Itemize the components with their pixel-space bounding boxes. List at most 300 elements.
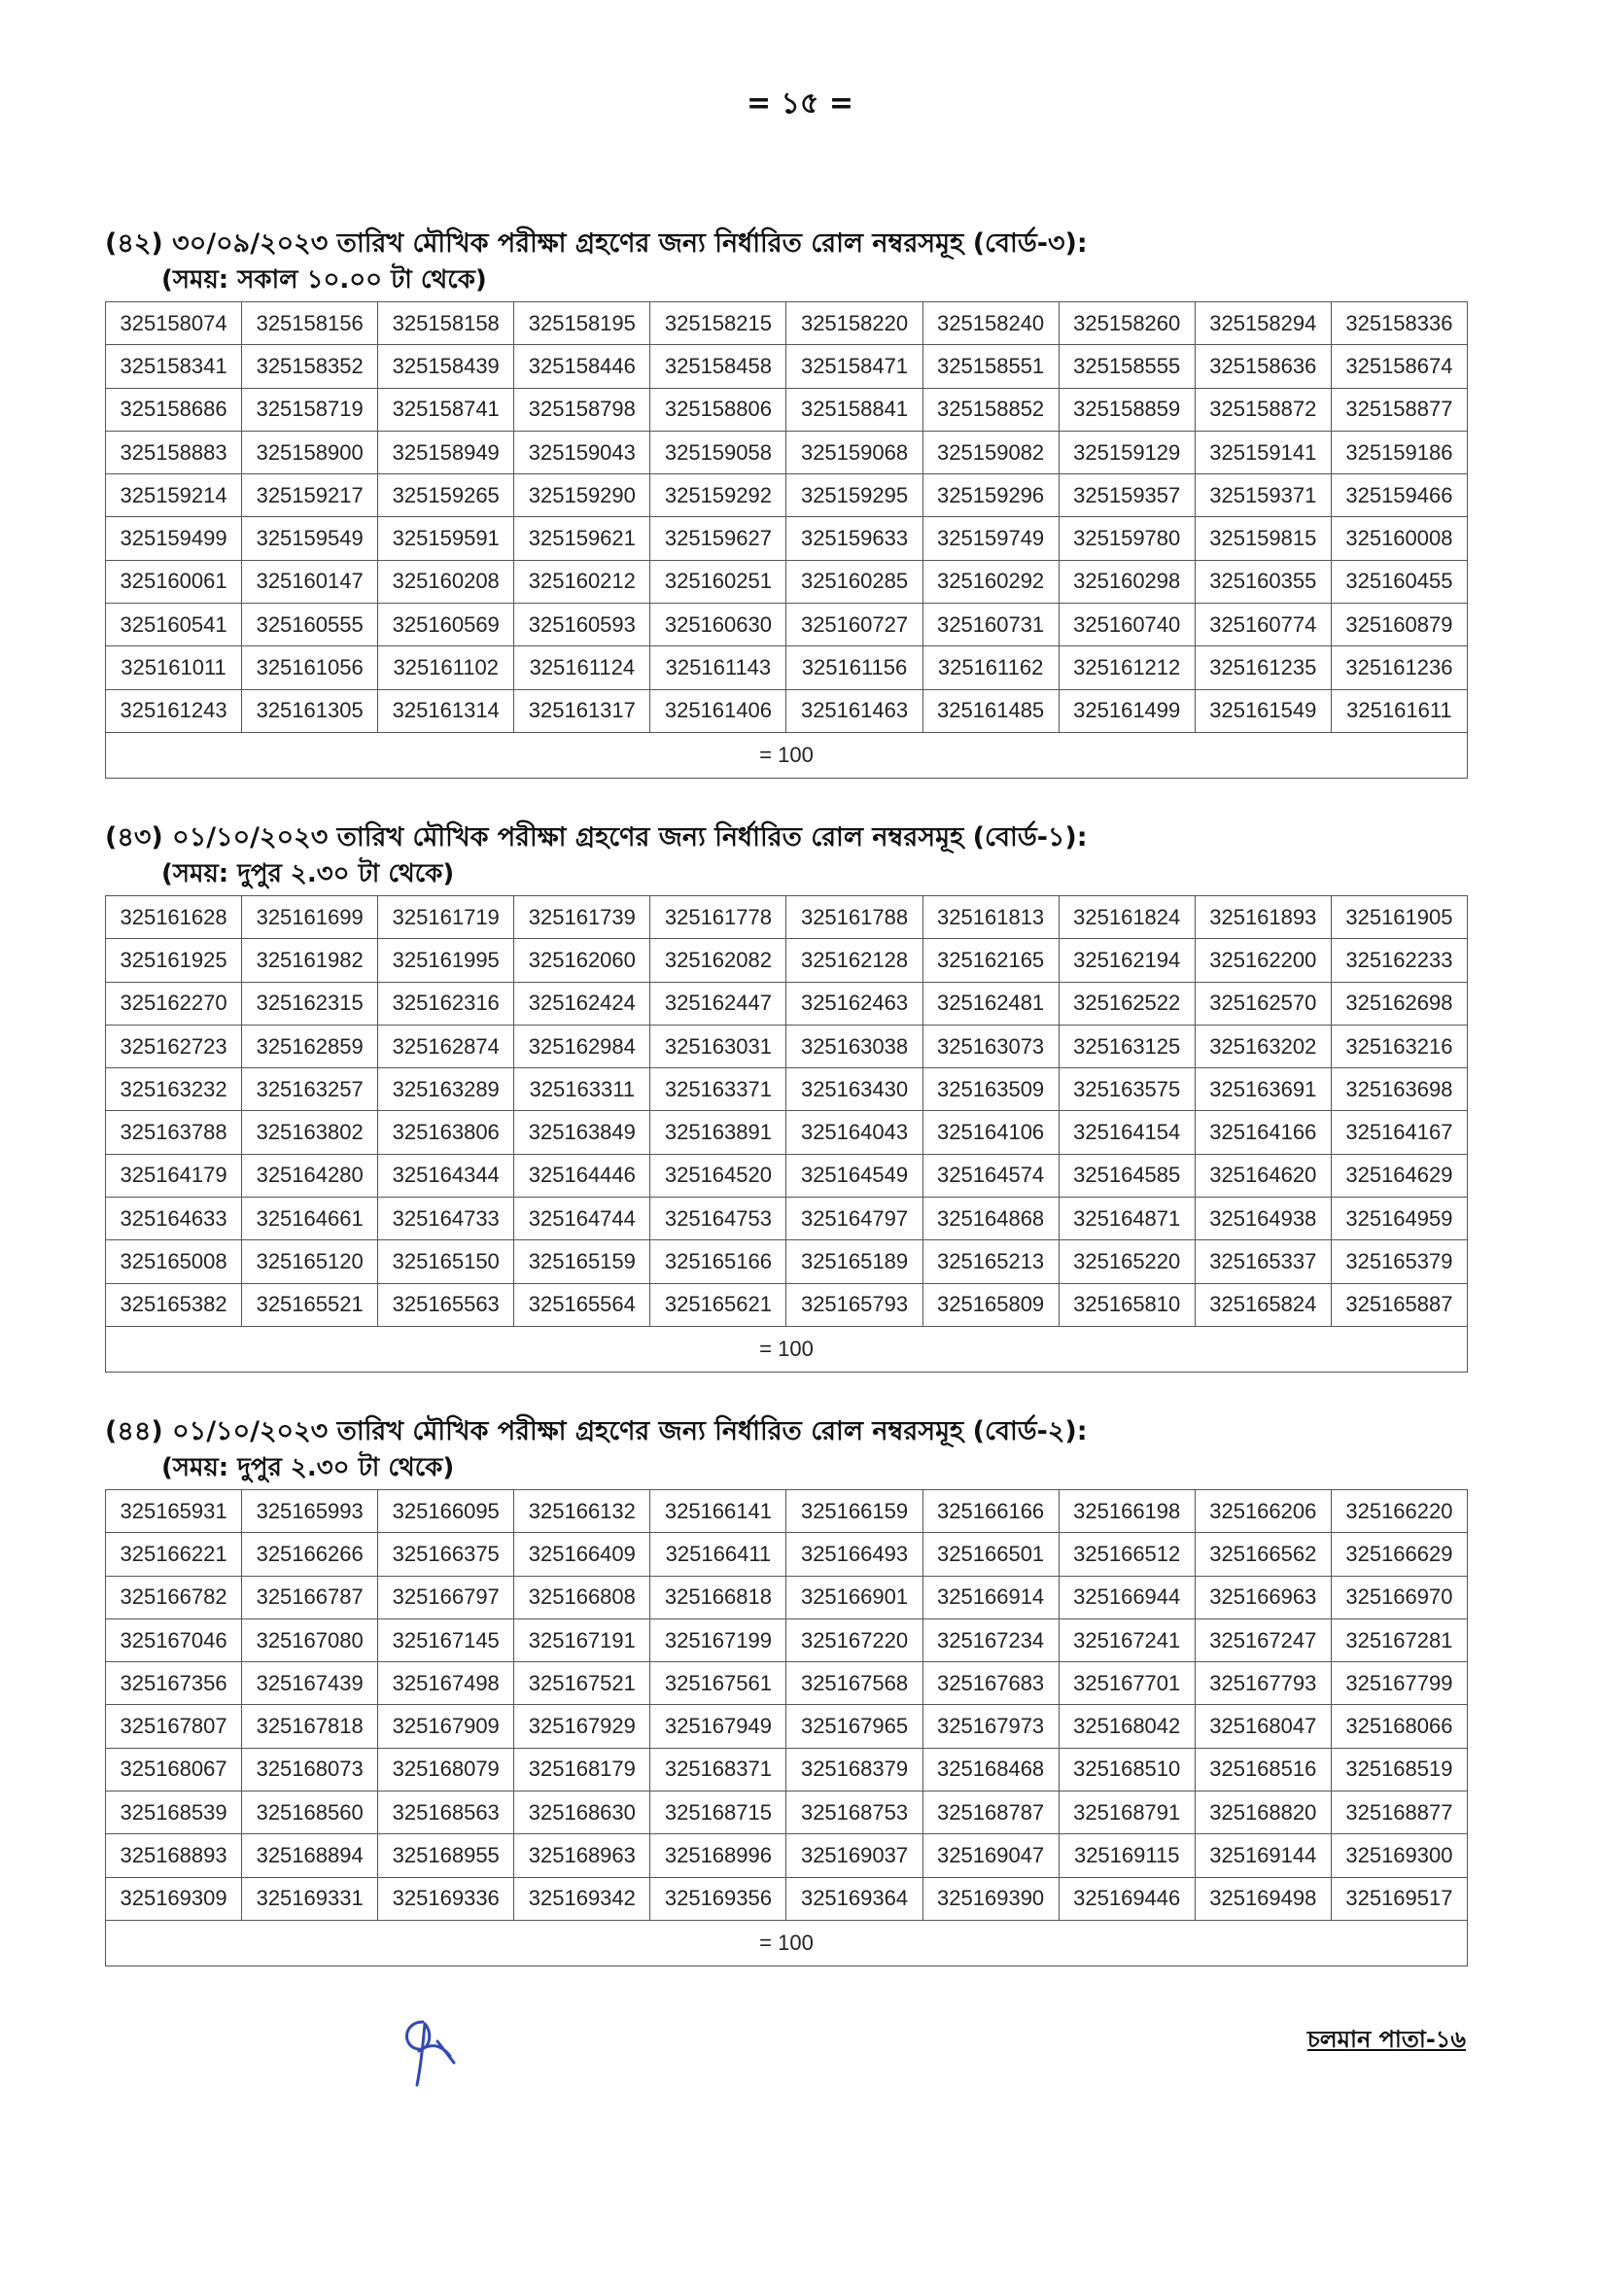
roll-number-cell: 325162165 <box>922 939 1059 982</box>
table-row <box>106 1705 1468 1748</box>
roll-number-cell: 325161995 <box>378 939 514 982</box>
roll-number-cell: 325168996 <box>650 1834 786 1877</box>
roll-number-cell: 325158719 <box>242 388 378 431</box>
roll-number-cell: 325165220 <box>1059 1240 1195 1283</box>
roll-number-cell: 325164179 <box>106 1154 242 1197</box>
section-44 <box>105 1413 1468 1966</box>
table-row <box>106 302 1468 345</box>
roll-number-cell: 325166095 <box>378 1490 514 1533</box>
roll-number-cell: 325162481 <box>922 982 1059 1025</box>
table-row <box>106 474 1468 517</box>
roll-number-cell: 325164938 <box>1195 1198 1331 1240</box>
roll-number-cell: 325166141 <box>650 1490 786 1533</box>
section-42 <box>105 226 1468 779</box>
roll-number-cell: 325160593 <box>514 604 650 646</box>
roll-number-cell: 325159058 <box>650 431 786 473</box>
roll-number-cell: 325159043 <box>514 431 650 473</box>
roll-number-cell: 325161739 <box>514 896 650 939</box>
roll-number-cell: 325167965 <box>786 1705 922 1748</box>
roll-number-cell: 325162723 <box>106 1025 242 1067</box>
roll-number-cell: 325169047 <box>922 1834 1059 1877</box>
roll-number-cell: 325164868 <box>922 1198 1059 1240</box>
roll-number-cell: 325168539 <box>106 1792 242 1834</box>
roll-number-cell: 325168379 <box>786 1748 922 1791</box>
section-43 <box>105 819 1468 1373</box>
roll-number-cell: 325166787 <box>242 1576 378 1618</box>
roll-number-cell: 325158872 <box>1195 388 1331 431</box>
roll-number-cell: 325168715 <box>650 1792 786 1834</box>
roll-number-cell: 325161143 <box>650 646 786 689</box>
roll-number-cell: 325158220 <box>786 302 922 345</box>
table-row <box>106 1283 1468 1326</box>
roll-number-cell: 325162233 <box>1331 939 1467 982</box>
roll-number-cell: 325161485 <box>922 689 1059 732</box>
roll-number-cell: 325161102 <box>378 646 514 689</box>
roll-number-cell: 325161056 <box>242 646 378 689</box>
roll-number-cell: 325167521 <box>514 1662 650 1705</box>
roll-number-cell: 325165150 <box>378 1240 514 1283</box>
roll-number-cell: 325165993 <box>242 1490 378 1533</box>
table-row <box>106 646 1468 689</box>
roll-number-cell: 325166221 <box>106 1533 242 1576</box>
roll-number-cell: 325158352 <box>242 345 378 388</box>
table-row <box>106 1198 1468 1240</box>
roll-number-cell: 325158471 <box>786 345 922 388</box>
running-page-label: চলমান পাতা-১৬ <box>1306 2026 1466 2053</box>
roll-number-cell: 325161719 <box>378 896 514 939</box>
roll-number-cell: 325160569 <box>378 604 514 646</box>
roll-number-cell: 325166818 <box>650 1576 786 1618</box>
roll-number-cell: 325166198 <box>1059 1490 1195 1533</box>
roll-number-cell: 325159217 <box>242 474 378 517</box>
roll-number-cell: 325164744 <box>514 1198 650 1240</box>
roll-number-cell: 325169144 <box>1195 1834 1331 1877</box>
roll-number-cell: 325168516 <box>1195 1748 1331 1791</box>
roll-number-cell: 325158156 <box>242 302 378 345</box>
roll-number-cell: 325165189 <box>786 1240 922 1283</box>
roll-number-cell: 325162570 <box>1195 982 1331 1025</box>
roll-number-cell: 325165810 <box>1059 1283 1195 1326</box>
roll-number-cell: 325167281 <box>1331 1618 1467 1661</box>
roll-number-cell: 325162060 <box>514 939 650 982</box>
roll-number-cell: 325161611 <box>1331 689 1467 732</box>
roll-number-cell: 325165824 <box>1195 1283 1331 1326</box>
roll-number-cell: 325168067 <box>106 1748 242 1791</box>
roll-number-cell: 325160251 <box>650 560 786 603</box>
roll-number-cell: 325163073 <box>922 1025 1059 1067</box>
roll-number-cell: 325159499 <box>106 517 242 560</box>
table-row <box>106 604 1468 646</box>
roll-number-cell: 325166159 <box>786 1490 922 1533</box>
roll-number-cell: 325163202 <box>1195 1025 1331 1067</box>
roll-number-cell: 325163311 <box>514 1068 650 1111</box>
roll-number-cell: 325162316 <box>378 982 514 1025</box>
roll-number-cell: 325161813 <box>922 896 1059 939</box>
roll-number-cell: 325168042 <box>1059 1705 1195 1748</box>
roll-number-cell: 325159627 <box>650 517 786 560</box>
roll-number-cell: 325166970 <box>1331 1576 1467 1618</box>
roll-number-cell: 325160727 <box>786 604 922 646</box>
roll-number-cell: 325158336 <box>1331 302 1467 345</box>
roll-number-cell: 325162698 <box>1331 982 1467 1025</box>
roll-number-cell: 325160630 <box>650 604 786 646</box>
roll-number-cell: 325165382 <box>106 1283 242 1326</box>
roll-number-cell: 325167498 <box>378 1662 514 1705</box>
roll-number-cell: 325163891 <box>650 1111 786 1154</box>
roll-number-cell: 325164620 <box>1195 1154 1331 1197</box>
roll-number-cell: 325161314 <box>378 689 514 732</box>
roll-number-cell: 325165564 <box>514 1283 650 1326</box>
table-row <box>106 1576 1468 1618</box>
total-row <box>106 1326 1468 1372</box>
roll-number-cell: 325164344 <box>378 1154 514 1197</box>
roll-number-cell: 325169300 <box>1331 1834 1467 1877</box>
table-row <box>106 1068 1468 1111</box>
table-row <box>106 1154 1468 1197</box>
table-row <box>106 1111 1468 1154</box>
roll-number-cell: 325167807 <box>106 1705 242 1748</box>
table-row <box>106 1792 1468 1834</box>
roll-number-cell: 325168179 <box>514 1748 650 1791</box>
table-row <box>106 1834 1468 1877</box>
roll-number-cell: 325165120 <box>242 1240 378 1283</box>
roll-number-cell: 325159749 <box>922 517 1059 560</box>
roll-number-cell: 325169356 <box>650 1877 786 1920</box>
roll-number-cell: 325165809 <box>922 1283 1059 1326</box>
roll-number-cell: 325163371 <box>650 1068 786 1111</box>
total-count: = 100 <box>106 1326 1468 1372</box>
roll-number-cell: 325163289 <box>378 1068 514 1111</box>
roll-number-cell: 325160285 <box>786 560 922 603</box>
roll-number-cell: 325166944 <box>1059 1576 1195 1618</box>
roll-number-cell: 325168893 <box>106 1834 242 1877</box>
table-row <box>106 560 1468 603</box>
roll-number-cell: 325169498 <box>1195 1877 1331 1920</box>
roll-number-cell: 325158446 <box>514 345 650 388</box>
roll-number-cell: 325158949 <box>378 431 514 473</box>
roll-number-cell: 325158458 <box>650 345 786 388</box>
roll-number-cell: 325161925 <box>106 939 242 982</box>
roll-number-cell: 325161824 <box>1059 896 1195 939</box>
roll-number-cell: 325164753 <box>650 1198 786 1240</box>
roll-number-cell: 325159186 <box>1331 431 1467 473</box>
table-row <box>106 388 1468 431</box>
roll-number-cell: 325161788 <box>786 896 922 939</box>
roll-number-cell: 325160555 <box>242 604 378 646</box>
roll-number-cell: 325167561 <box>650 1662 786 1705</box>
roll-number-cell: 325165563 <box>378 1283 514 1326</box>
roll-number-cell: 325159621 <box>514 517 650 560</box>
roll-number-cell: 325158798 <box>514 388 650 431</box>
roll-number-cell: 325164585 <box>1059 1154 1195 1197</box>
roll-number-cell: 325162984 <box>514 1025 650 1067</box>
roll-number-cell: 325158806 <box>650 388 786 431</box>
roll-number-cell: 325161236 <box>1331 646 1467 689</box>
page-number: = ১৫ = <box>746 87 854 121</box>
roll-number-cell: 325162424 <box>514 982 650 1025</box>
roll-number-cell: 325164154 <box>1059 1111 1195 1154</box>
roll-number-cell: 325161628 <box>106 896 242 939</box>
section-time: (সময়: দুপুর ২.৩০ টা থেকে) <box>161 1453 455 1482</box>
roll-number-cell: 325158859 <box>1059 388 1195 431</box>
roll-number-cell: 325167909 <box>378 1705 514 1748</box>
roll-number-cell: 325161406 <box>650 689 786 732</box>
section-heading: (৪৪) ০১/১০/২০২৩ তারিখ মৌখিক পরীক্ষা গ্রহণের জন্য নির্ধারিত রোল নম্বরসমূহ (বোর্ড-২): <box>105 1416 1088 1446</box>
total-count: = 100 <box>106 1920 1468 1966</box>
roll-number-cell: 325162200 <box>1195 939 1331 982</box>
roll-number-cell: 325159371 <box>1195 474 1331 517</box>
roll-number-cell: 325166808 <box>514 1576 650 1618</box>
roll-number-cell: 325169446 <box>1059 1877 1195 1920</box>
roll-number-cell: 325161549 <box>1195 689 1331 732</box>
roll-number-cell: 325166629 <box>1331 1533 1467 1576</box>
roll-number-cell: 325161156 <box>786 646 922 689</box>
roll-number-cell: 325167199 <box>650 1618 786 1661</box>
roll-number-cell: 325162463 <box>786 982 922 1025</box>
roll-number-cell: 325167241 <box>1059 1618 1195 1661</box>
roll-number-cell: 325158341 <box>106 345 242 388</box>
roll-number-cell: 325164629 <box>1331 1154 1467 1197</box>
roll-number-cell: 325165793 <box>786 1283 922 1326</box>
roll-number-cell: 325167799 <box>1331 1662 1467 1705</box>
table-row <box>106 1240 1468 1283</box>
roll-number-cell: 325166132 <box>514 1490 650 1533</box>
roll-number-cell: 325160455 <box>1331 560 1467 603</box>
roll-number-cell: 325166375 <box>378 1533 514 1576</box>
roll-number-cell: 325166206 <box>1195 1490 1331 1533</box>
roll-number-cell: 325166963 <box>1195 1576 1331 1618</box>
roll-number-cell: 325161305 <box>242 689 378 732</box>
roll-number-cell: 325161243 <box>106 689 242 732</box>
roll-number-cell: 325158900 <box>242 431 378 473</box>
roll-number-cell: 325158883 <box>106 431 242 473</box>
table-row <box>106 1662 1468 1705</box>
roll-number-cell: 325159068 <box>786 431 922 473</box>
roll-number-cell: 325167220 <box>786 1618 922 1661</box>
roll-number-cell: 325160008 <box>1331 517 1467 560</box>
roll-number-cell: 325160740 <box>1059 604 1195 646</box>
roll-number-cell: 325166901 <box>786 1576 922 1618</box>
roll-number-cell: 325163509 <box>922 1068 1059 1111</box>
roll-number-cell: 325166562 <box>1195 1533 1331 1576</box>
table-row <box>106 689 1468 732</box>
roll-number-cell: 325169115 <box>1059 1834 1195 1877</box>
signature <box>394 2002 462 2090</box>
roll-number-cell: 325158074 <box>106 302 242 345</box>
roll-number-cell: 325163430 <box>786 1068 922 1111</box>
section-heading: (৪৩) ০১/১০/২০২৩ তারিখ মৌখিক পরীক্ষা গ্রহণের জন্য নির্ধারিত রোল নম্বরসমূহ (বোর্ড-১): <box>105 822 1088 852</box>
roll-number-cell: 325167568 <box>786 1662 922 1705</box>
roll-number-cell: 325159082 <box>922 431 1059 473</box>
roll-number-cell: 325158741 <box>378 388 514 431</box>
roll-number-cell: 325164106 <box>922 1111 1059 1154</box>
section-time: (সময়: দুপুর ২.৩০ টা থেকে) <box>161 859 455 888</box>
roll-number-cell: 325168079 <box>378 1748 514 1791</box>
roll-number-cell: 325166411 <box>650 1533 786 1576</box>
roll-number-cell: 325167234 <box>922 1618 1059 1661</box>
roll-number-cell: 325160147 <box>242 560 378 603</box>
total-row <box>106 1920 1468 1966</box>
roll-number-cell: 325162194 <box>1059 939 1195 982</box>
roll-number-cell: 325166782 <box>106 1576 242 1618</box>
roll-number-cell: 325158294 <box>1195 302 1331 345</box>
roll-number-cell: 325168630 <box>514 1792 650 1834</box>
roll-number-cell: 325168073 <box>242 1748 378 1791</box>
roll-number-cell: 325161235 <box>1195 646 1331 689</box>
roll-number-cell: 325165931 <box>106 1490 242 1533</box>
table-row <box>106 1490 1468 1533</box>
roll-number-cell: 325167793 <box>1195 1662 1331 1705</box>
roll-number-cell: 325158240 <box>922 302 1059 345</box>
roll-number-cell: 325161893 <box>1195 896 1331 939</box>
roll-number-cell: 325161699 <box>242 896 378 939</box>
roll-number-cell: 325166220 <box>1331 1490 1467 1533</box>
roll-number-cell: 325163788 <box>106 1111 242 1154</box>
roll-number-cell: 325163802 <box>242 1111 378 1154</box>
roll-number-cell: 325159591 <box>378 517 514 560</box>
roll-number-cell: 325163575 <box>1059 1068 1195 1111</box>
roll-number-cell: 325168468 <box>922 1748 1059 1791</box>
roll-number-cell: 325168963 <box>514 1834 650 1877</box>
roll-number-cell: 325168047 <box>1195 1705 1331 1748</box>
roll-number-cell: 325159290 <box>514 474 650 517</box>
table-row <box>106 517 1468 560</box>
roll-number-cell: 325168877 <box>1331 1792 1467 1834</box>
roll-number-cell: 325168371 <box>650 1748 786 1791</box>
roll-number-cell: 325158841 <box>786 388 922 431</box>
table-row <box>106 1618 1468 1661</box>
roll-number-cell: 325163691 <box>1195 1068 1331 1111</box>
roll-number-cell: 325163257 <box>242 1068 378 1111</box>
roll-number-cell: 325168894 <box>242 1834 378 1877</box>
table-row <box>106 939 1468 982</box>
roll-number-cell: 325162522 <box>1059 982 1195 1025</box>
roll-number-cell: 325161317 <box>514 689 650 732</box>
table-row <box>106 896 1468 939</box>
roll-number-cell: 325159549 <box>242 517 378 560</box>
roll-number-cell: 325161499 <box>1059 689 1195 732</box>
roll-number-cell: 325169364 <box>786 1877 922 1920</box>
roll-number-cell: 325165159 <box>514 1240 650 1283</box>
roll-number-cell: 325159141 <box>1195 431 1331 473</box>
roll-number-cell: 325165166 <box>650 1240 786 1283</box>
roll-number-cell: 325160774 <box>1195 604 1331 646</box>
roll-number-cell: 325164549 <box>786 1154 922 1197</box>
roll-number-cell: 325162874 <box>378 1025 514 1067</box>
roll-number-cell: 325162270 <box>106 982 242 1025</box>
roll-number-cell: 325164167 <box>1331 1111 1467 1154</box>
roll-number-cell: 325167701 <box>1059 1662 1195 1705</box>
roll-number-cell: 325164166 <box>1195 1111 1331 1154</box>
roll-number-cell: 325159129 <box>1059 431 1195 473</box>
roll-number-cell: 325169309 <box>106 1877 242 1920</box>
roll-number-cell: 325167247 <box>1195 1618 1331 1661</box>
roll-number-cell: 325159357 <box>1059 474 1195 517</box>
roll-number-cell: 325166266 <box>242 1533 378 1576</box>
roll-number-cell: 325158195 <box>514 302 650 345</box>
section-heading: (৪২) ৩০/০৯/২০২৩ তারিখ মৌখিক পরীক্ষা গ্রহণের জন্য নির্ধারিত রোল নম্বরসমূহ (বোর্ড-৩): <box>105 228 1088 259</box>
roll-number-cell: 325167145 <box>378 1618 514 1661</box>
roll-number-cell: 325168563 <box>378 1792 514 1834</box>
roll-number-cell: 325162859 <box>242 1025 378 1067</box>
roll-number-cell: 325163031 <box>650 1025 786 1067</box>
roll-number-cell: 325168753 <box>786 1792 922 1834</box>
roll-number-cell: 325162128 <box>786 939 922 982</box>
roll-number-cell: 325164959 <box>1331 1198 1467 1240</box>
roll-number-cell: 325167080 <box>242 1618 378 1661</box>
roll-number-cell: 325158551 <box>922 345 1059 388</box>
table-row <box>106 1748 1468 1791</box>
roll-number-cell: 325160731 <box>922 604 1059 646</box>
roll-number-cell: 325164633 <box>106 1198 242 1240</box>
roll-number-cell: 325167191 <box>514 1618 650 1661</box>
roll-number-cell: 325164280 <box>242 1154 378 1197</box>
roll-number-cell: 325166501 <box>922 1533 1059 1576</box>
table-row <box>106 982 1468 1025</box>
roll-number-cell: 325162082 <box>650 939 786 982</box>
roll-number-cell: 325159815 <box>1195 517 1331 560</box>
roll-number-cell: 325164520 <box>650 1154 786 1197</box>
roll-number-cell: 325165379 <box>1331 1240 1467 1283</box>
roll-number-cell: 325163849 <box>514 1111 650 1154</box>
roll-number-cell: 325165887 <box>1331 1283 1467 1326</box>
roll-number-cell: 325158158 <box>378 302 514 345</box>
roll-number-cell: 325164574 <box>922 1154 1059 1197</box>
roll-number-cell: 325165621 <box>650 1283 786 1326</box>
roll-number-cell: 325164871 <box>1059 1198 1195 1240</box>
roll-number-cell: 325158686 <box>106 388 242 431</box>
roll-number-cell: 325159214 <box>106 474 242 517</box>
roll-number-cell: 325169336 <box>378 1877 514 1920</box>
roll-number-cell: 325166493 <box>786 1533 922 1576</box>
roll-number-cell: 325167818 <box>242 1705 378 1748</box>
roll-number-cell: 325161982 <box>242 939 378 982</box>
roll-number-cell: 325161162 <box>922 646 1059 689</box>
roll-number-cell: 325163232 <box>106 1068 242 1111</box>
roll-number-cell: 325160879 <box>1331 604 1467 646</box>
roll-number-cell: 325167949 <box>650 1705 786 1748</box>
roll-number-cell: 325165008 <box>106 1240 242 1283</box>
roll-number-cell: 325160355 <box>1195 560 1331 603</box>
roll-number-cell: 325158636 <box>1195 345 1331 388</box>
roll-number-cell: 325161778 <box>650 896 786 939</box>
total-row <box>106 732 1468 778</box>
roll-number-cell: 325160061 <box>106 560 242 603</box>
roll-number-cell: 325164043 <box>786 1111 922 1154</box>
roll-number-cell: 325165213 <box>922 1240 1059 1283</box>
table-row <box>106 1025 1468 1067</box>
roll-number-cell: 325167929 <box>514 1705 650 1748</box>
roll-number-cell: 325161124 <box>514 646 650 689</box>
roll-number-cell: 325166166 <box>922 1490 1059 1533</box>
roll-number-cell: 325161212 <box>1059 646 1195 689</box>
roll-number-cell: 325168791 <box>1059 1792 1195 1834</box>
roll-number-cell: 325158555 <box>1059 345 1195 388</box>
roll-number-table <box>105 895 1468 1373</box>
roll-number-cell: 325168510 <box>1059 1748 1195 1791</box>
roll-number-table <box>105 1489 1468 1966</box>
roll-number-cell: 325160541 <box>106 604 242 646</box>
table-row <box>106 431 1468 473</box>
roll-number-cell: 325166914 <box>922 1576 1059 1618</box>
table-row <box>106 1533 1468 1576</box>
roll-number-cell: 325169390 <box>922 1877 1059 1920</box>
roll-number-cell: 325168519 <box>1331 1748 1467 1791</box>
roll-number-cell: 325160292 <box>922 560 1059 603</box>
roll-number-cell: 325169331 <box>242 1877 378 1920</box>
table-row <box>106 345 1468 388</box>
roll-number-cell: 325168955 <box>378 1834 514 1877</box>
